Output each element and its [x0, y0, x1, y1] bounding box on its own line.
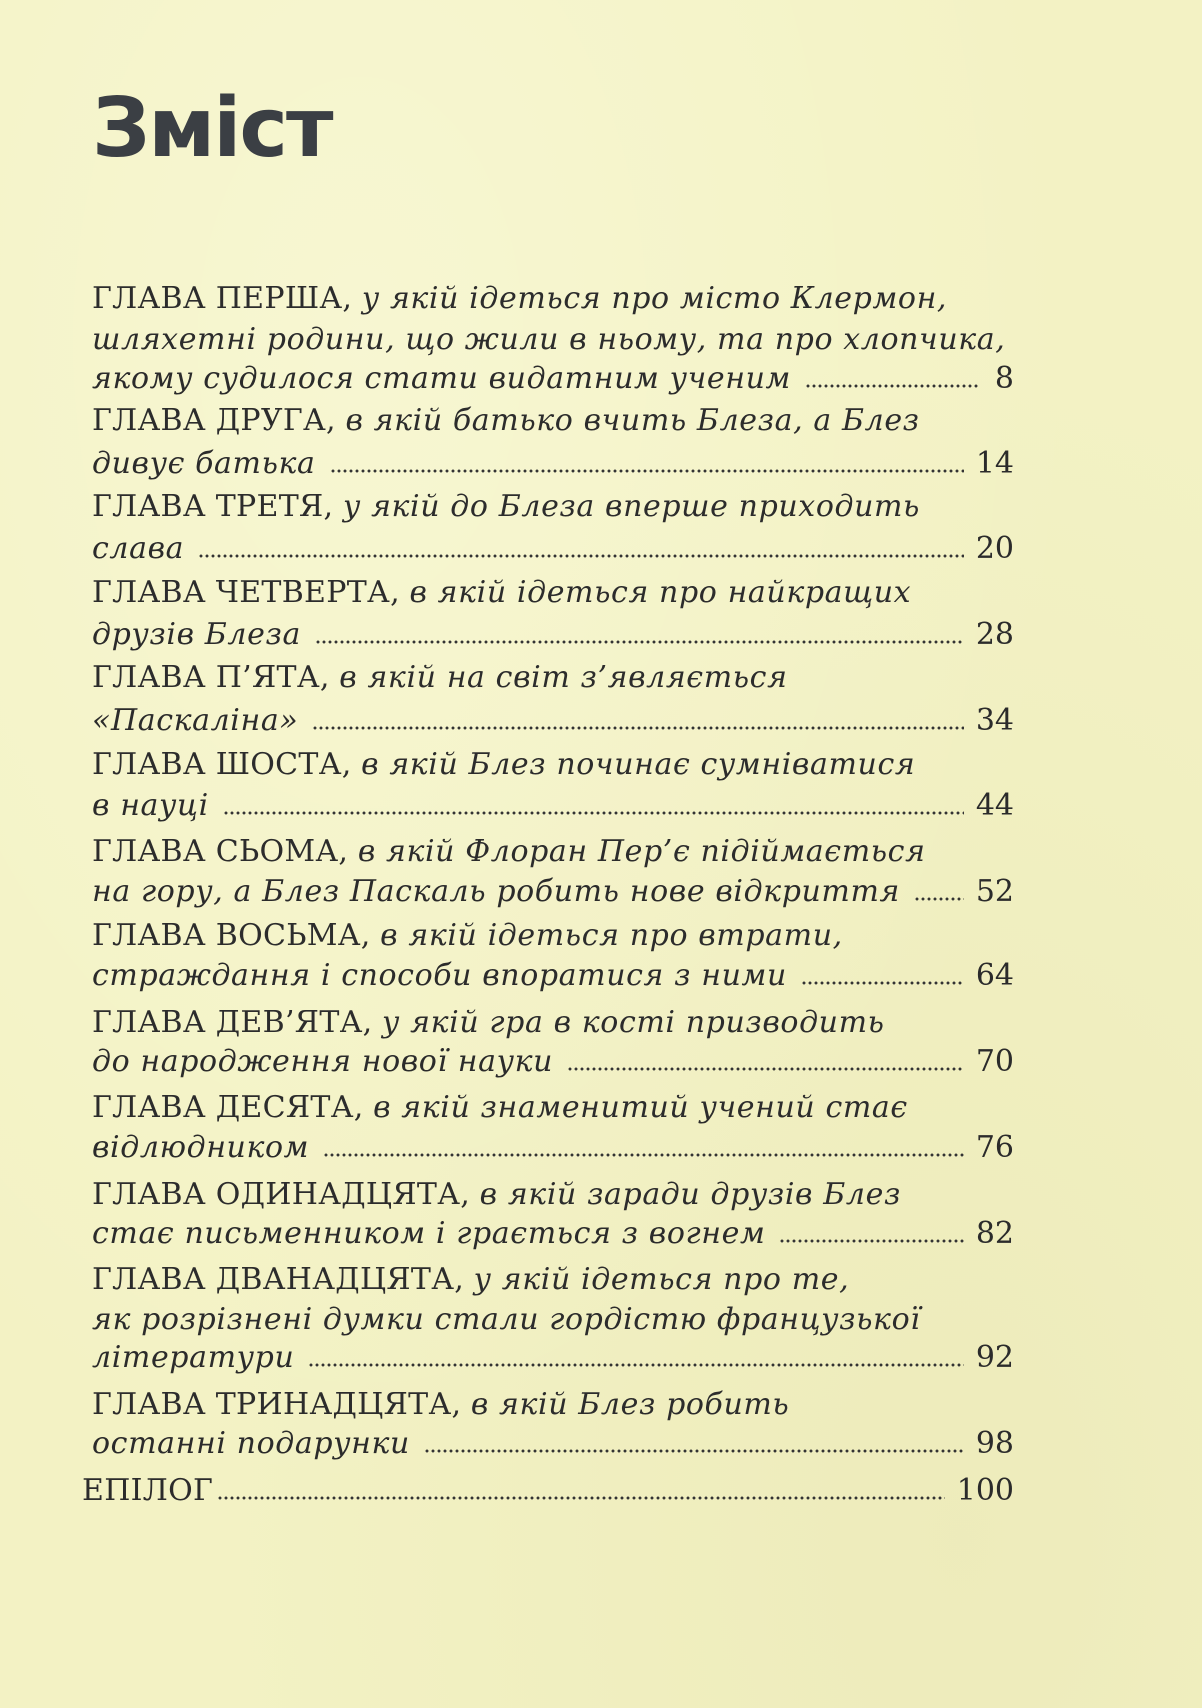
- toc-entry-13-line-2: [92, 1426, 1014, 1462]
- chapter-label: ГЛАВА ДРУГА,: [92, 403, 336, 438]
- toc-entry-5-line-1: [92, 660, 788, 696]
- chapter-description: у якій ідеться про місто Клермон,: [361, 281, 948, 316]
- chapter-label: ГЛАВА ДВАНАДЦЯТА,: [92, 1262, 465, 1297]
- leader-dots: [330, 469, 964, 473]
- chapter-description: у якій гра в кості призводить: [382, 1005, 885, 1040]
- page-number: 92: [975, 1340, 1014, 1375]
- epilogue-label: ЕПІЛОГ: [82, 1473, 214, 1508]
- toc-entry-12-line-1: [92, 1262, 849, 1298]
- toc-entry-4-line-2: [92, 617, 1014, 653]
- chapter-description: якому судилося стати видатним ученим: [92, 361, 791, 396]
- chapter-description: в якій ідеться про втрати,: [380, 918, 843, 953]
- toc-entry-9-line-2: [92, 1044, 1014, 1080]
- chapter-description: літератури: [92, 1340, 295, 1375]
- chapter-description: дивує батька: [92, 446, 316, 481]
- leader-dots: [779, 1239, 963, 1243]
- chapter-label: ГЛАВА ВОСЬМА,: [92, 918, 371, 953]
- chapter-label: ГЛАВА ТРИНАДЦЯТА,: [92, 1387, 462, 1422]
- toc-entry-6-line-2: [92, 788, 1014, 824]
- leader-dots: [424, 1449, 964, 1453]
- chapter-description: до народження нової науки: [92, 1044, 554, 1079]
- toc-entry-3-line-1: [92, 489, 920, 525]
- chapter-description: в якій Флоран Пер’є підіймається: [357, 834, 926, 869]
- chapter-description: останні подарунки: [92, 1426, 410, 1461]
- page-number: 52: [975, 874, 1014, 909]
- page-title: Зміст: [92, 81, 332, 176]
- leader-dots: [223, 811, 964, 815]
- chapter-description: «Паскаліна»: [92, 703, 299, 738]
- page-number: 14: [975, 446, 1014, 481]
- chapter-description: в науці: [92, 788, 209, 823]
- leader-dots: [308, 1363, 963, 1367]
- leader-dots: [914, 897, 964, 901]
- leader-dots: [315, 640, 964, 644]
- page-number: 28: [975, 617, 1014, 652]
- toc-entry-11-line-2: [92, 1216, 1014, 1252]
- chapter-description: в якій ідеться про найкращих: [409, 575, 912, 610]
- toc-entry-7-line-1: [92, 834, 926, 870]
- toc-entry-12-line-2: як розрізнені думки стали гордістю французької: [92, 1302, 921, 1337]
- chapter-description: в якій батько вчить Блеза, а Блез: [345, 403, 920, 438]
- toc-entry-1-line-2: шляхетні родини, що жили в ньому, та про хлопчика,: [92, 322, 1006, 357]
- chapter-label: ГЛАВА ПЕРША,: [92, 281, 353, 316]
- leader-dots: [805, 384, 978, 388]
- toc-entry-13-line-1: [92, 1387, 789, 1423]
- chapter-label: ГЛАВА ТРЕТЯ,: [92, 489, 334, 524]
- toc-entry-8-line-2: [92, 958, 1014, 994]
- chapter-description: в якій знаменитий учений стає: [373, 1090, 908, 1125]
- page-number: 100: [956, 1473, 1014, 1508]
- page-number: 8: [994, 361, 1014, 396]
- chapter-description: страждання і способи впоратися з ними: [92, 958, 787, 993]
- page-number: 20: [975, 531, 1014, 566]
- chapter-label: ГЛАВА ЧЕТВЕРТА,: [92, 575, 400, 610]
- toc-entry-1-line-1: [92, 281, 947, 317]
- toc-entry-11-line-1: [92, 1177, 901, 1213]
- toc-entry-2-line-1: [92, 403, 920, 439]
- leader-dots: [323, 1153, 964, 1157]
- toc-entry-6-line-1: [92, 747, 915, 783]
- chapter-description: у якій до Блеза вперше приходить: [342, 489, 920, 524]
- toc-entry-10-line-2: [92, 1130, 1014, 1166]
- toc-entry-10-line-1: [92, 1090, 908, 1126]
- chapter-label: ГЛАВА П’ЯТА,: [92, 660, 330, 695]
- page-number: 76: [975, 1130, 1014, 1165]
- page-number: 98: [975, 1426, 1014, 1461]
- leader-dots: [312, 726, 964, 730]
- toc-entry-7-line-2: [92, 874, 1014, 910]
- chapter-description: слава: [92, 531, 185, 566]
- toc-entry-9-line-1: [92, 1005, 885, 1041]
- toc-entry-4-line-1: [92, 575, 911, 611]
- toc-entry-5-line-2: [92, 703, 1014, 739]
- chapter-description: в якій заради друзів Блез: [479, 1177, 901, 1212]
- leader-dots: [198, 554, 964, 558]
- leader-dots: [217, 1496, 945, 1500]
- page-number: 64: [975, 958, 1014, 993]
- toc-entry-1-line-3: [92, 361, 1014, 397]
- page-number: 82: [975, 1216, 1014, 1251]
- toc-entry-12-line-3: [92, 1340, 1014, 1376]
- page-number: 44: [975, 788, 1014, 823]
- chapter-label: ГЛАВА СЬОМА,: [92, 834, 349, 869]
- toc-epilogue: [82, 1473, 1014, 1509]
- chapter-description: друзів Блеза: [92, 617, 301, 652]
- toc-entry-8-line-1: [92, 918, 843, 954]
- chapter-label: ГЛАВА ДЕСЯТА,: [92, 1090, 364, 1125]
- chapter-description: в якій Блез починає сумніватися: [361, 747, 916, 782]
- page-number: 70: [975, 1044, 1014, 1079]
- leader-dots: [567, 1067, 964, 1071]
- chapter-description: стає письменником і грається з вогнем: [92, 1216, 766, 1251]
- chapter-description: в якій Блез робить: [470, 1387, 790, 1422]
- toc-entry-3-line-2: [92, 531, 1014, 567]
- chapter-description: на гору, а Блез Паскаль робить нове відкриття: [92, 874, 900, 909]
- chapter-description: у якій ідеться про те,: [473, 1262, 850, 1297]
- leader-dots: [801, 981, 964, 985]
- chapter-label: ГЛАВА ШОСТА,: [92, 747, 352, 782]
- chapter-description: в якій на світ з’являється: [339, 660, 788, 695]
- chapter-label: ГЛАВА ДЕВ’ЯТА,: [92, 1005, 373, 1040]
- chapter-label: ГЛАВА ОДИНАДЦЯТА,: [92, 1177, 471, 1212]
- page-number: 34: [975, 703, 1014, 738]
- toc-entry-2-line-2: [92, 446, 1014, 482]
- chapter-description: відлюдником: [92, 1130, 310, 1165]
